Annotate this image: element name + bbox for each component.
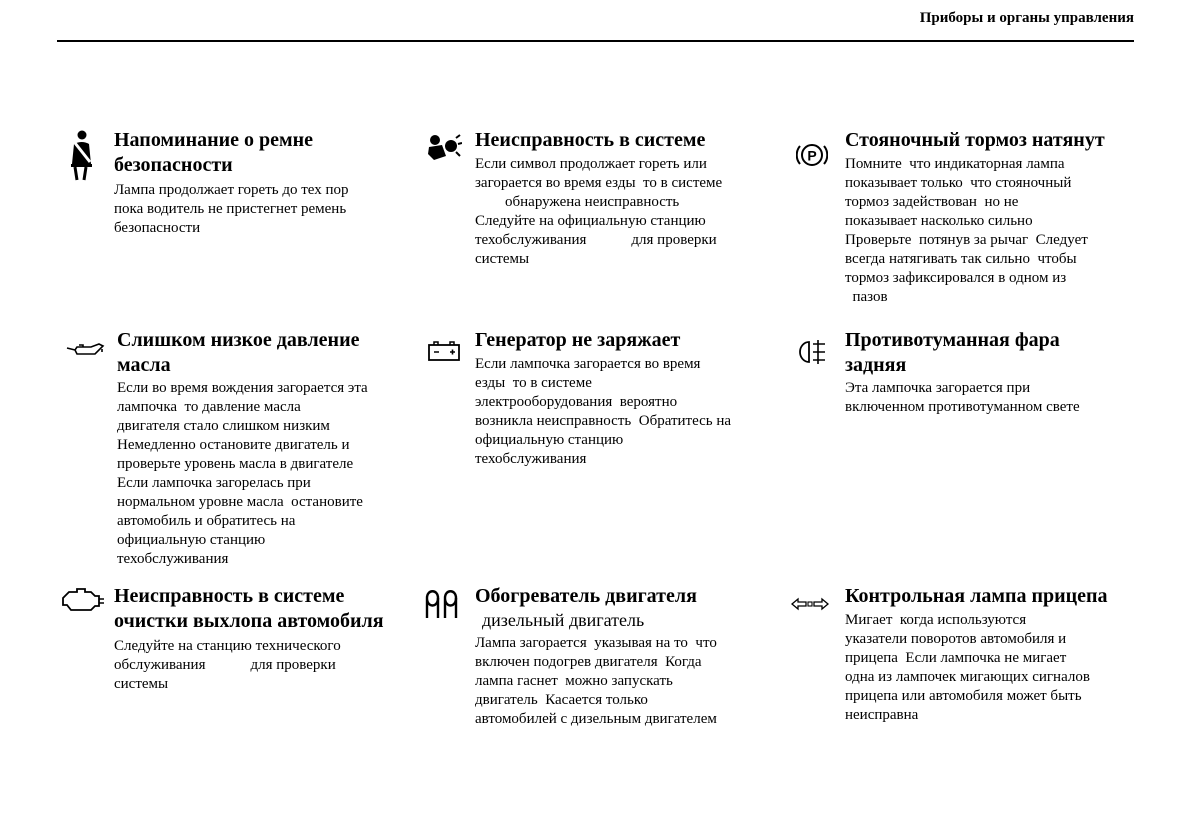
- entry-body-line: Если во время вождения загорается эта: [117, 380, 368, 396]
- entry-body-line: электрооборудования вероятно: [475, 394, 678, 410]
- entry-seatbelt-reminder: [114, 128, 414, 238]
- page-header-title: Приборы и органы управления: [919, 10, 1134, 26]
- svg-text:P: P: [807, 147, 817, 164]
- entry-trailer-indicator: [845, 584, 1145, 725]
- entry-generator-not-charging: [475, 328, 785, 469]
- entry-body-line: Следуйте на официальную станцию: [475, 213, 706, 229]
- entry-body-line: езды то в системе: [475, 375, 592, 391]
- seatbelt-icon: [68, 130, 94, 182]
- entry-body-line: пазов: [845, 289, 888, 305]
- entry-body-line: загорается во время езды то в системе: [475, 175, 723, 191]
- entry-body-line: Эта лампочка загорается при: [845, 380, 1031, 396]
- entry-body-line: нормальном уровне масла остановите: [117, 494, 363, 510]
- entry-system-fault: [475, 128, 785, 269]
- entry-body-line: всегда натягивать так сильно чтобы: [845, 251, 1077, 267]
- entry-title-line: безопасности: [114, 154, 233, 176]
- entry-body-line: Лампа загорается указывая на то что: [475, 635, 717, 651]
- rear-fog-light-icon: [797, 338, 829, 366]
- entry-body-line: безопасности: [114, 220, 201, 236]
- entry-title-line: Контрольная лампа прицепа: [845, 585, 1108, 607]
- parking-brake-icon: [796, 140, 828, 170]
- entry-body-line: неисправна: [845, 707, 919, 723]
- entry-body-line: проверьте уровень масла в двигателе: [117, 456, 354, 472]
- entry-body-line: обслуживания для проверки: [114, 657, 336, 673]
- entry-body-line: Если лампочка загорелась при: [117, 475, 311, 491]
- entry-body-line: двигателя стало слишком низким: [117, 418, 330, 434]
- entry-body-line: показывает только что стояночный: [845, 175, 1072, 191]
- entry-body-line: возникла неисправность Обратитесь на: [475, 413, 732, 429]
- entry-parking-brake: [807, 128, 1145, 307]
- entry-body-line: показывает насколько сильно: [845, 213, 1033, 229]
- entry-body-line: Помните что индикаторная лампа: [845, 156, 1065, 172]
- entry-title-line: Напоминание о ремне: [114, 129, 314, 151]
- entry-title-line: очистки выхлопа автомобиля: [114, 610, 384, 632]
- entry-body-line: техобслуживания: [117, 551, 229, 567]
- entry-exhaust-system-fault: [114, 584, 424, 694]
- entry-body-line: двигатель Касается только: [475, 692, 648, 708]
- entry-engine-heater: [475, 584, 785, 729]
- glow-plug-icon: [423, 586, 463, 620]
- entry-body-line: включен подогрев двигателя Когда: [475, 654, 702, 670]
- entry-title-line: Противотуманная фара: [845, 329, 1060, 351]
- entry-body-line: прицепа Если лампочка не мигает: [845, 650, 1067, 666]
- entry-body-line: лампа гаснет можно запускать: [475, 673, 673, 689]
- entry-body-line: Немедленно остановите двигатель и: [117, 437, 350, 453]
- entry-body-line: Если символ продолжает гореть или: [475, 156, 707, 172]
- entry-title-line: Обогреватель двигателя: [475, 585, 697, 607]
- entry-body-line: техобслуживания: [475, 451, 587, 467]
- entry-body-line: прицепа или автомобиля может быть: [845, 688, 1082, 704]
- entry-body-line: автомобиль и обратитесь на: [117, 513, 296, 529]
- airbag-icon: [426, 134, 462, 162]
- entry-body-line: тормоз зафиксировался в одном из: [845, 270, 1067, 286]
- header-rule: [57, 40, 1134, 42]
- entry-body-line: системы: [114, 676, 169, 692]
- entry-body-line: официальную станцию: [117, 532, 266, 548]
- entry-body-line: обнаружена неисправность: [475, 194, 680, 210]
- entry-title-line: Неисправность в системе: [475, 129, 706, 151]
- entry-body-line: Проверьте потянув за рычаг Следует: [845, 232, 1088, 248]
- entry-body-line: системы: [475, 251, 530, 267]
- battery-icon: [427, 340, 461, 362]
- entry-body-line: официальную станцию: [475, 432, 624, 448]
- entry-title-line: Слишком низкое давление: [117, 329, 360, 351]
- entry-subtitle: дизельный двигатель: [482, 610, 645, 630]
- entry-rear-fog-light: [845, 328, 1145, 417]
- entry-body-line: Лампа продолжает гореть до тех пор: [114, 182, 349, 198]
- entry-body-line: тормоз задействован но не: [845, 194, 1019, 210]
- entry-title-line: задняя: [845, 354, 907, 376]
- entry-title-line: Неисправность в системе: [114, 585, 345, 607]
- entry-body-line: автомобилей с дизельным двигателем: [475, 711, 717, 727]
- entry-body-line: Мигает когда используются: [845, 612, 1027, 628]
- entry-title-line: масла: [117, 354, 171, 376]
- oil-can-icon: [65, 342, 105, 360]
- entry-body-line: Если лампочка загорается во время: [475, 356, 701, 372]
- engine-check-icon: [59, 586, 105, 612]
- entry-title-line: Стояночный тормоз натянут: [845, 129, 1105, 151]
- entry-body-line: лампочка то давление масла: [117, 399, 301, 415]
- trailer-indicator-icon: [790, 596, 830, 612]
- entry-low-oil-pressure: [117, 328, 417, 569]
- entry-body-line: указатели поворотов автомобиля и: [845, 631, 1067, 647]
- entry-title-line: Генератор не заряжает: [475, 329, 681, 351]
- entry-body-line: техобслуживания для проверки: [475, 232, 717, 248]
- entry-body-line: Следуйте на станцию технического: [114, 638, 341, 654]
- entry-body-line: одна из лампочек мигающих сигналов: [845, 669, 1090, 685]
- entry-body-line: пока водитель не пристегнет ремень: [114, 201, 347, 217]
- entry-body-line: включенном противотуманном свете: [845, 399, 1080, 415]
